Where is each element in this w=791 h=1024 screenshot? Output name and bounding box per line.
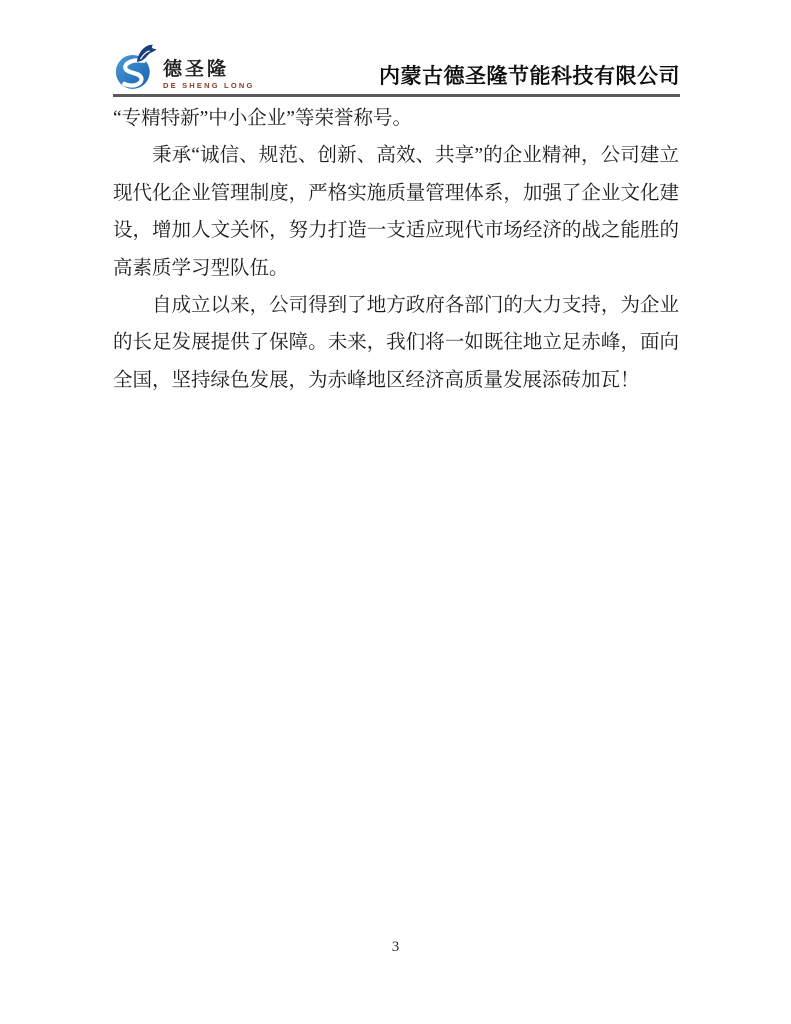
paragraph: 秉承“诚信、规范、创新、高效、共享”的企业精神，公司建立现代化企业管理制度，严格实施质量管理体系，加强了企业文化建设，增加人文关怀，努力打造一支适应现代市场经济的战之能胜的高素质学习型队伍。 bbox=[113, 145, 679, 279]
page-header bbox=[113, 36, 680, 94]
company-name: 内蒙古德圣隆节能科技有限公司 bbox=[379, 64, 680, 88]
paragraph: “专精特新”中小企业”等荣誉称号。 bbox=[113, 108, 412, 129]
page-footer bbox=[0, 939, 791, 956]
document-body bbox=[113, 100, 679, 399]
company-logo bbox=[115, 39, 255, 93]
paragraph: 自成立以来，公司得到了地方政府各部门的大力支持，为企业的长足发展提供了保障。未来，我们将一如既往地立足赤峰，面向全国，坚持绿色发展，为赤峰地区经济高质量发展添砖加瓦！ bbox=[113, 295, 679, 391]
dragon-s-globe-icon bbox=[115, 39, 159, 93]
page-number: 3 bbox=[391, 939, 400, 955]
logo-name-cn: 德圣隆 bbox=[163, 58, 230, 80]
logo-text bbox=[163, 60, 255, 94]
logo-name-en: DE SHENG LONG bbox=[163, 80, 255, 90]
header-rule bbox=[113, 94, 680, 97]
